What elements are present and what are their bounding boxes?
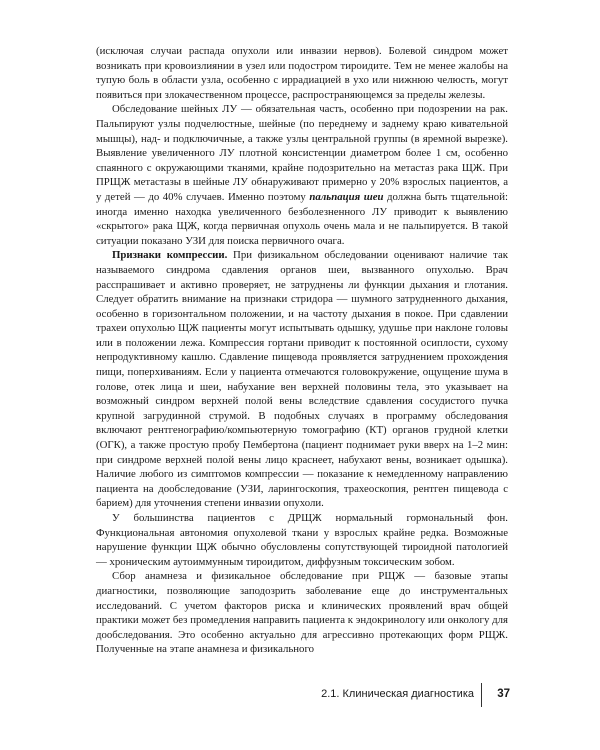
running-footer-section-title: 2.1. Клиническая диагностика xyxy=(321,688,474,700)
paragraph-3 xyxy=(96,248,508,511)
paragraph-2-emphasis: пальпация шеи xyxy=(309,190,384,203)
paragraph-1-text: (исключая случаи распада опухоли или инвазии нервов). Болевой синдром может возникать при кровоизлиянии в узел или подостром тироидите. Тем не менее жалобы на тупую боль в области узла, особенно с иррадиацией в ухо или нижнюю челюсть, могут появиться при злокачественном процессе, распространяющемся за пределы железы. xyxy=(96,45,508,101)
paragraph-2-text-before: Обследование шейных ЛУ — обязательная часть, особенно при подозрении на рак. Пальпируют узлы подчелюстные, шейные (по переднему и заднему краю кивательной мышцы), над- и подключичные, а также узлы центральной группы (в яремной вырезке). Выявление увеличенного ЛУ плотной консистенции диаметром более 1 см, особенно спаянного с окружающими тканями, крайне подозрительно на метастаз рака ЩЖ. При ПРЩЖ метастазы в шейные ЛУ обнаруживают примерно у 20% взрослых пациентов, а у детей — до 40% случаев. Именно поэтому xyxy=(96,103,508,203)
paragraph-2-text-after: должна быть тщательной: иногда именно находка увеличенного безболезненного ЛУ приводит к выявлению «скрытого» рака ЩЖ, когда первичная опухоль очень мала и не пальпируется. В такой ситуации показано УЗИ для поиска первичного очага. xyxy=(96,190,508,247)
page-footer xyxy=(300,683,510,707)
paragraph-5 xyxy=(96,569,508,657)
paragraph-2 xyxy=(96,102,508,248)
paragraph-5-text: Сбор анамнеза и физикальное обследование при РЩЖ — базовые этапы диагностики, позволяющие заподозрить заболевание еще до инструментальных исследований. С учетом факторов риска и клинических проявлений врач общей практики может без промедления направить пациента к эндокринологу или онкологу для дообследования. Это особенно актуально для агрессивно протекающих форм РЩЖ. Полученные на этапе анамнеза и физикального xyxy=(96,570,508,656)
paragraph-1 xyxy=(96,44,508,102)
paragraph-3-lead-heading: Признаки компрессии. xyxy=(112,249,228,262)
page-number: 37 xyxy=(497,688,510,700)
paragraph-4-text: У большинства пациентов с ДРЩЖ нормальный гормональный фон. Функциональная автономия опухолевой ткани у взрослых крайне редка. Возможные нарушение функции ЩЖ обычно обусловлены сопутствующей тироидной патологией — хроническим аутоиммунным тироидитом, диффузным токсическим зобом. xyxy=(96,512,508,568)
paragraph-4 xyxy=(96,511,508,569)
body-text xyxy=(96,44,508,657)
footer-divider xyxy=(481,683,482,707)
paragraph-3-text: При физикальном обследовании оценивают наличие так называемого синдрома сдавления органов шеи, вызванного опухолью. Врач расспрашивает и активно проверяет, не затруднены ли функции дыхания и глотания. Следует обратить внимание на признаки стридора — шумного затрудненного дыхания, особенно в горизонтальном положении, и на частоту дыхания в покое. При сдавлении трахеи опухолью ЩЖ пациенты могут испытывать одышку, удушье при наклоне головы или в положении лежа. Компрессия гортани приводит к постоянной осиплости, сухому непродуктивному кашлю. Сдавление пищевода проявляется затруднением прохождения пищи, поперхиваниям. Если у пациента отмечаются головокружение, ощущение шума в голове, отек лица и шеи, набухание вен верхней половины тела, это указывает на возможный синдром верхней полой вены вследствие сдавления сосудистого пучка крупной загрудинной струмой. В подобных случаях в программу обследования включают рентгенографию/компьютерную томографию (КТ) органов грудной клетки (ОГК), а также простую пробу Пембертона (пациент поднимает руки вверх на 1–2 мин: при синдроме верхней полой вены лицо краснеет, набухают вены, возникает одышка). Наличие любого из симптомов компрессии — показание к немедленному направлению пациента на дообследование (УЗИ, ларингоскопия, трахеоскопия, рентген пищевода с барием) для уточнения степени инвазии опухоли. xyxy=(96,249,508,510)
